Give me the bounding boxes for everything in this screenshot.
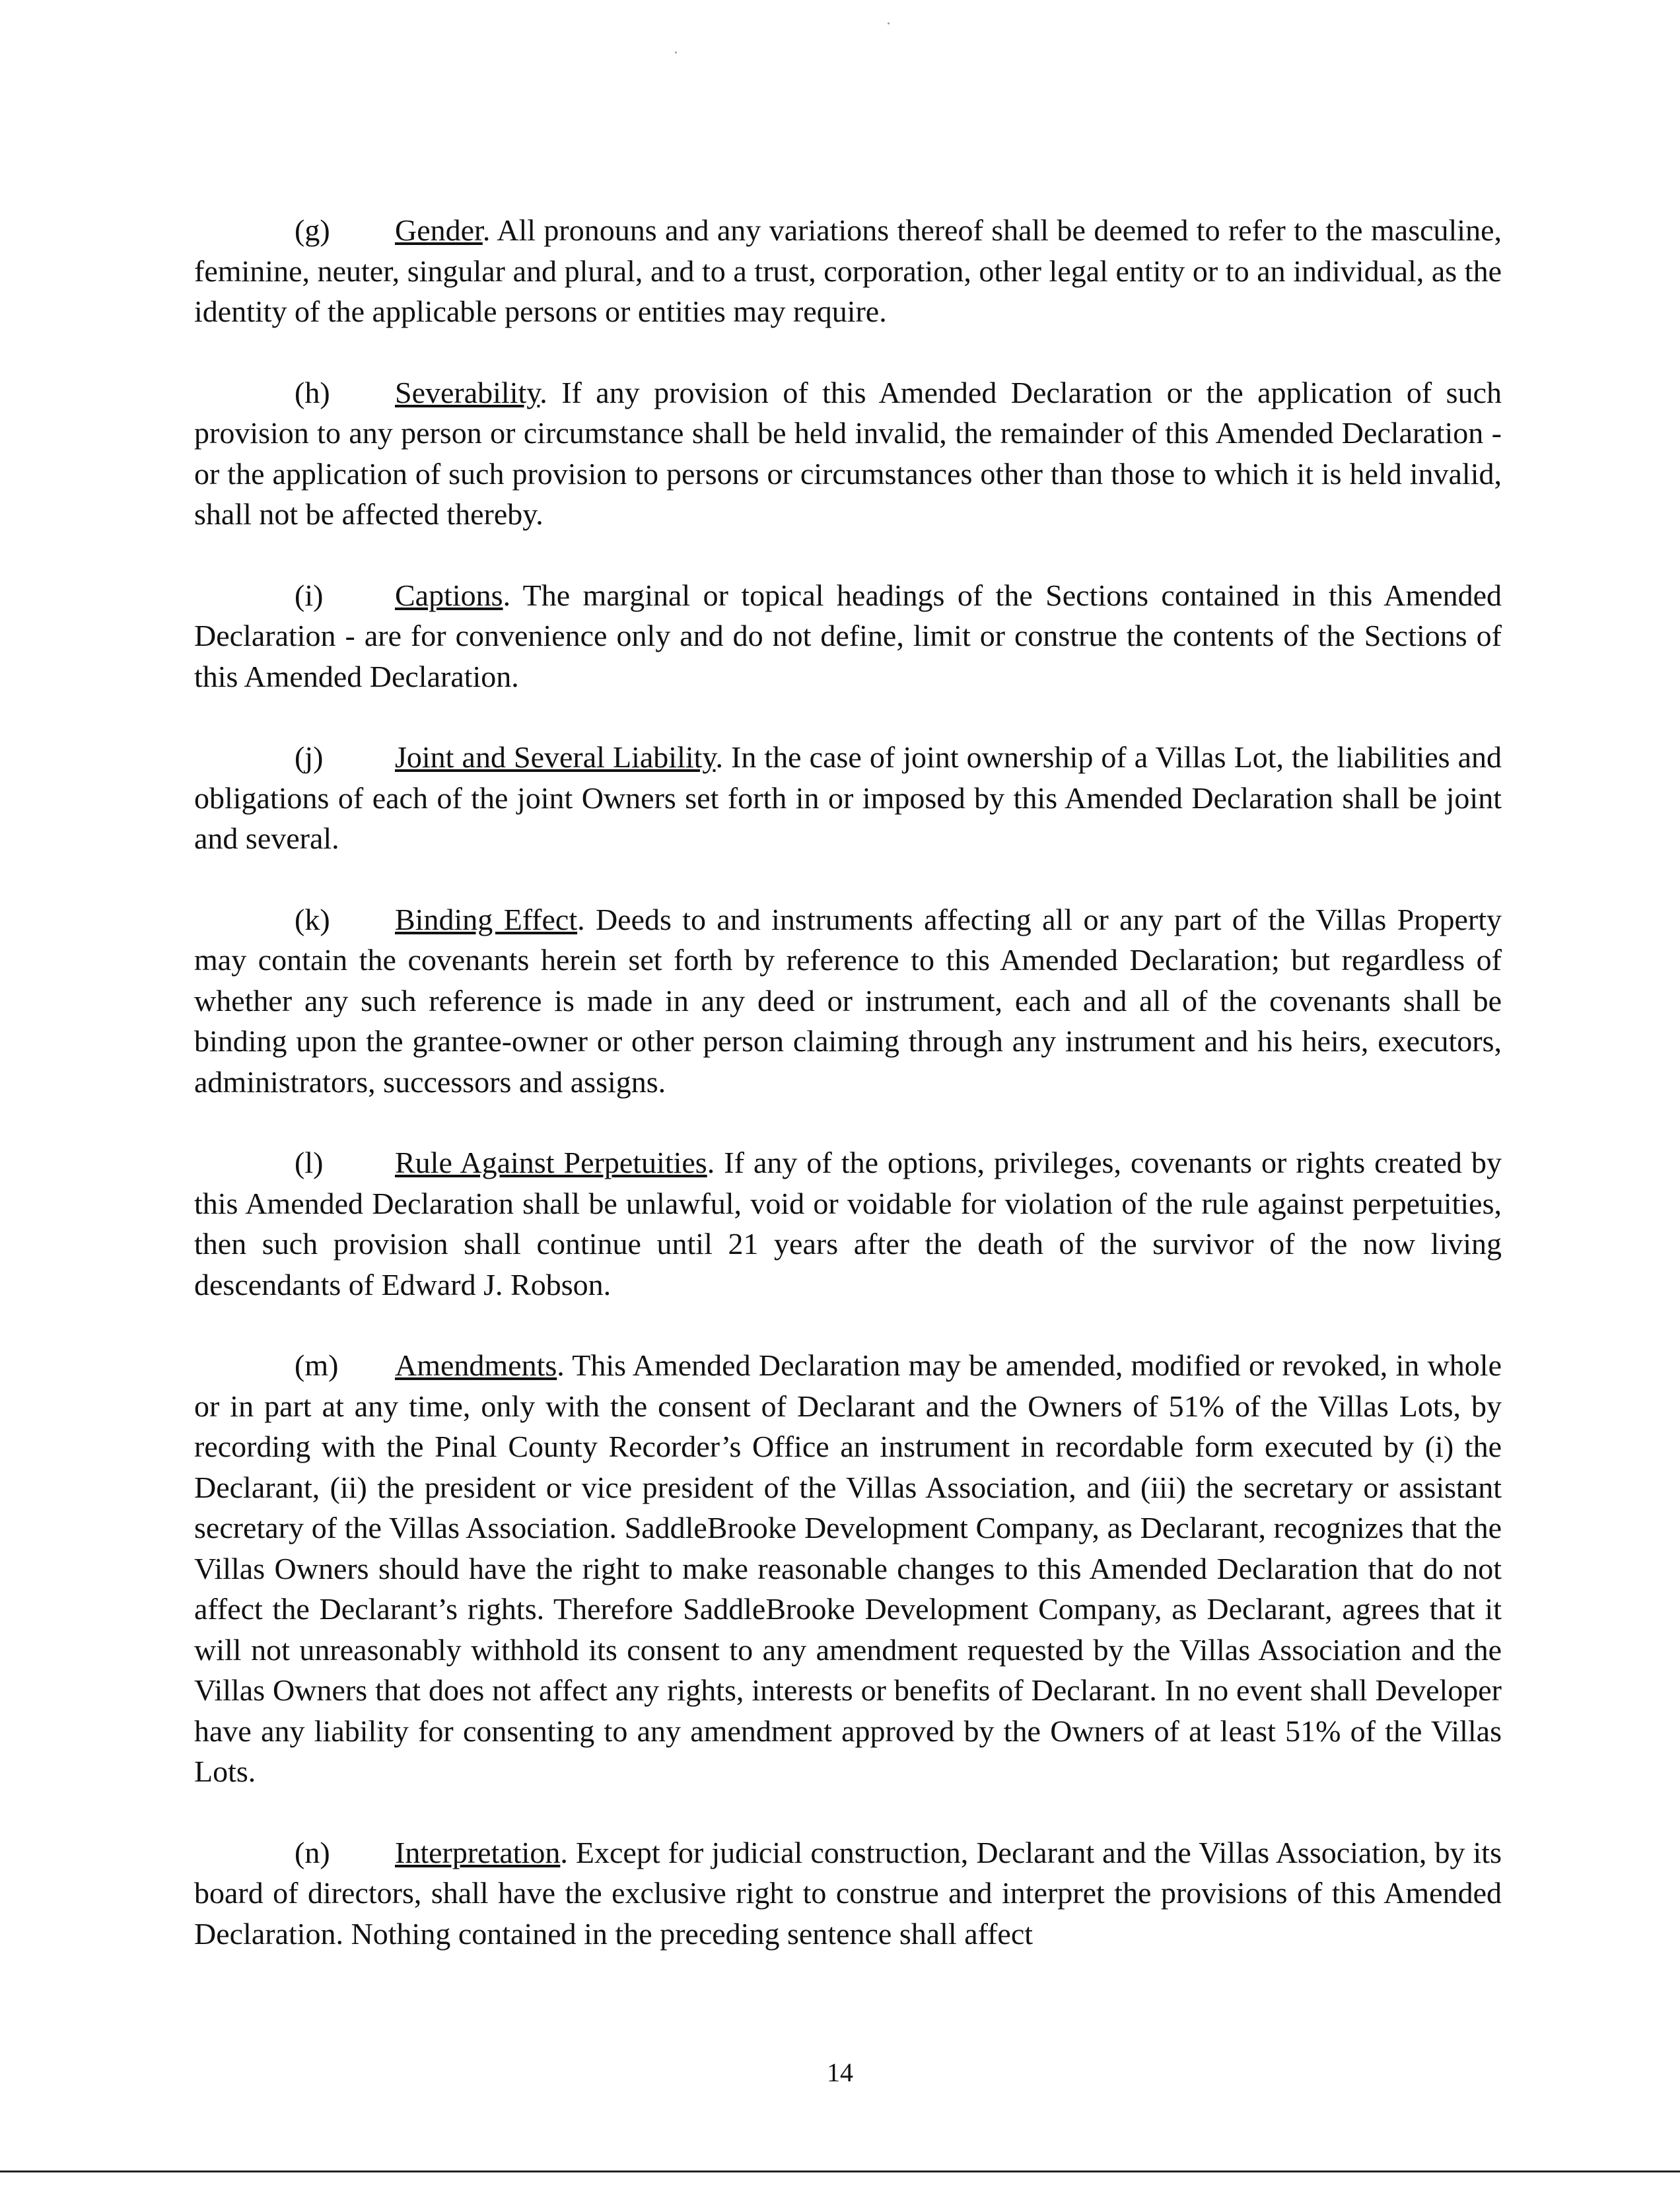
paragraph-letter: (h) <box>295 375 330 409</box>
paragraph-text: . The marginal or topical headings of the Sections contained in this Amended Declaration - are for convenience only and do not define, limit or construe the contents of the Sections of this Amended Declaration. <box>194 578 1502 693</box>
paragraph-letter: (j) <box>295 740 324 774</box>
paragraph-text: . If any provision of this Amended Declaration or the application of such provision to any person or circumstance shall be held invalid, the remainder of this Amended Declaration - or the application of such provision to persons or circumstances other than those to which it is held invalid, shall not be affected thereby. <box>194 375 1502 531</box>
paragraph-h <box>194 372 1502 535</box>
paragraph-text: . Deeds to and instruments affecting all or any part of the Villas Property may contain the covenants herein set forth by reference to this Amended Declaration; but regardless of whether any such reference is made in any deed or instrument, each and all of the covenants shall be binding upon the grantee-owner or other person claiming through any instrument and his heirs, executors, administrators, successors and assigns. <box>194 902 1502 1099</box>
page-number: 14 <box>827 2058 853 2087</box>
paragraph-m <box>194 1345 1502 1792</box>
paragraph-letter: (g) <box>295 213 330 247</box>
paragraph-i <box>194 575 1502 697</box>
paragraph-letter: (k) <box>295 902 330 936</box>
paragraph-heading: Rule Against Perpetuities <box>395 1146 707 1179</box>
paragraph-text: . If any of the options, privileges, covenants or rights created by this Amended Declaration shall be unlawful, void or voidable for violation of the rule against perpetuities, then such provision shall continue until 21 years after the death of the survivor of the now living descendants of Edward J. Robson. <box>194 1146 1502 1302</box>
paragraph-text: . All pronouns and any variations thereof shall be deemed to refer to the masculine, feminine, neuter, singular and plural, and to a trust, corporation, other legal entity or to an individual, as the identity of the applicable persons or entities may require. <box>194 213 1502 328</box>
bottom-rule <box>0 2170 1680 2172</box>
paragraph-l <box>194 1142 1502 1305</box>
paragraph-heading: Amendments <box>395 1348 557 1382</box>
scan-speck <box>888 22 890 24</box>
paragraph-g <box>194 210 1502 332</box>
scan-speck <box>675 52 677 53</box>
paragraph-k <box>194 899 1502 1103</box>
paragraph-letter: (i) <box>295 578 324 612</box>
paragraph-letter: (n) <box>295 1835 330 1869</box>
paragraph-text: . In the case of joint ownership of a Villas Lot, the liabilities and obligations of each of the joint Owners set forth in or imposed by this Amended Declaration shall be joint and several. <box>194 740 1502 855</box>
paragraph-text: . This Amended Declaration may be amended, modified or revoked, in whole or in part at any time, only with the consent of Declarant and the Owners of 51% of the Villas Lots, by recording with the Pinal County Recorder’s Office an instrument in recordable form executed by (i) the Declarant, (ii) the president or vice president of the Villas Association, and (iii) the secretary or assistant secretary of the Villas Association. SaddleBrooke Development Company, as Declarant, recognizes that the Villas Owners should have the right to make reasonable changes to this Amended Declaration that do not affect the Declarant’s rights. Therefore SaddleBrooke Development Company, as Declarant, agrees that it will not unreasonably withhold its consent to any amendment requested by the Villas Association and the Villas Owners that does not affect any rights, interests or benefits of Declarant. In no event shall Developer have any liability for consenting to any amendment approved by the Owners of at least 51% of the Villas Lots. <box>194 1348 1502 1788</box>
paragraph-heading: Severability <box>395 375 540 409</box>
paragraph-heading: Joint and Several Liability <box>395 740 716 774</box>
paragraph-heading: Captions <box>395 578 503 612</box>
paragraph-letter: (l) <box>295 1146 324 1179</box>
paragraph-heading: Interpretation <box>395 1835 561 1869</box>
paragraph-text: . Except for judicial construction, Declarant and the Villas Association, by its board of directors, shall have the exclusive right to construe and interpret the provisions of this Amended Declaration. Nothing contained in the preceding sentence shall affect <box>194 1835 1502 1951</box>
document-body <box>194 210 1502 1994</box>
paragraph-n <box>194 1832 1502 1955</box>
paragraph-heading: Binding Effect <box>395 902 578 936</box>
paragraph-heading: Gender <box>395 213 483 247</box>
paragraph-j <box>194 737 1502 859</box>
paragraph-letter: (m) <box>295 1348 339 1382</box>
